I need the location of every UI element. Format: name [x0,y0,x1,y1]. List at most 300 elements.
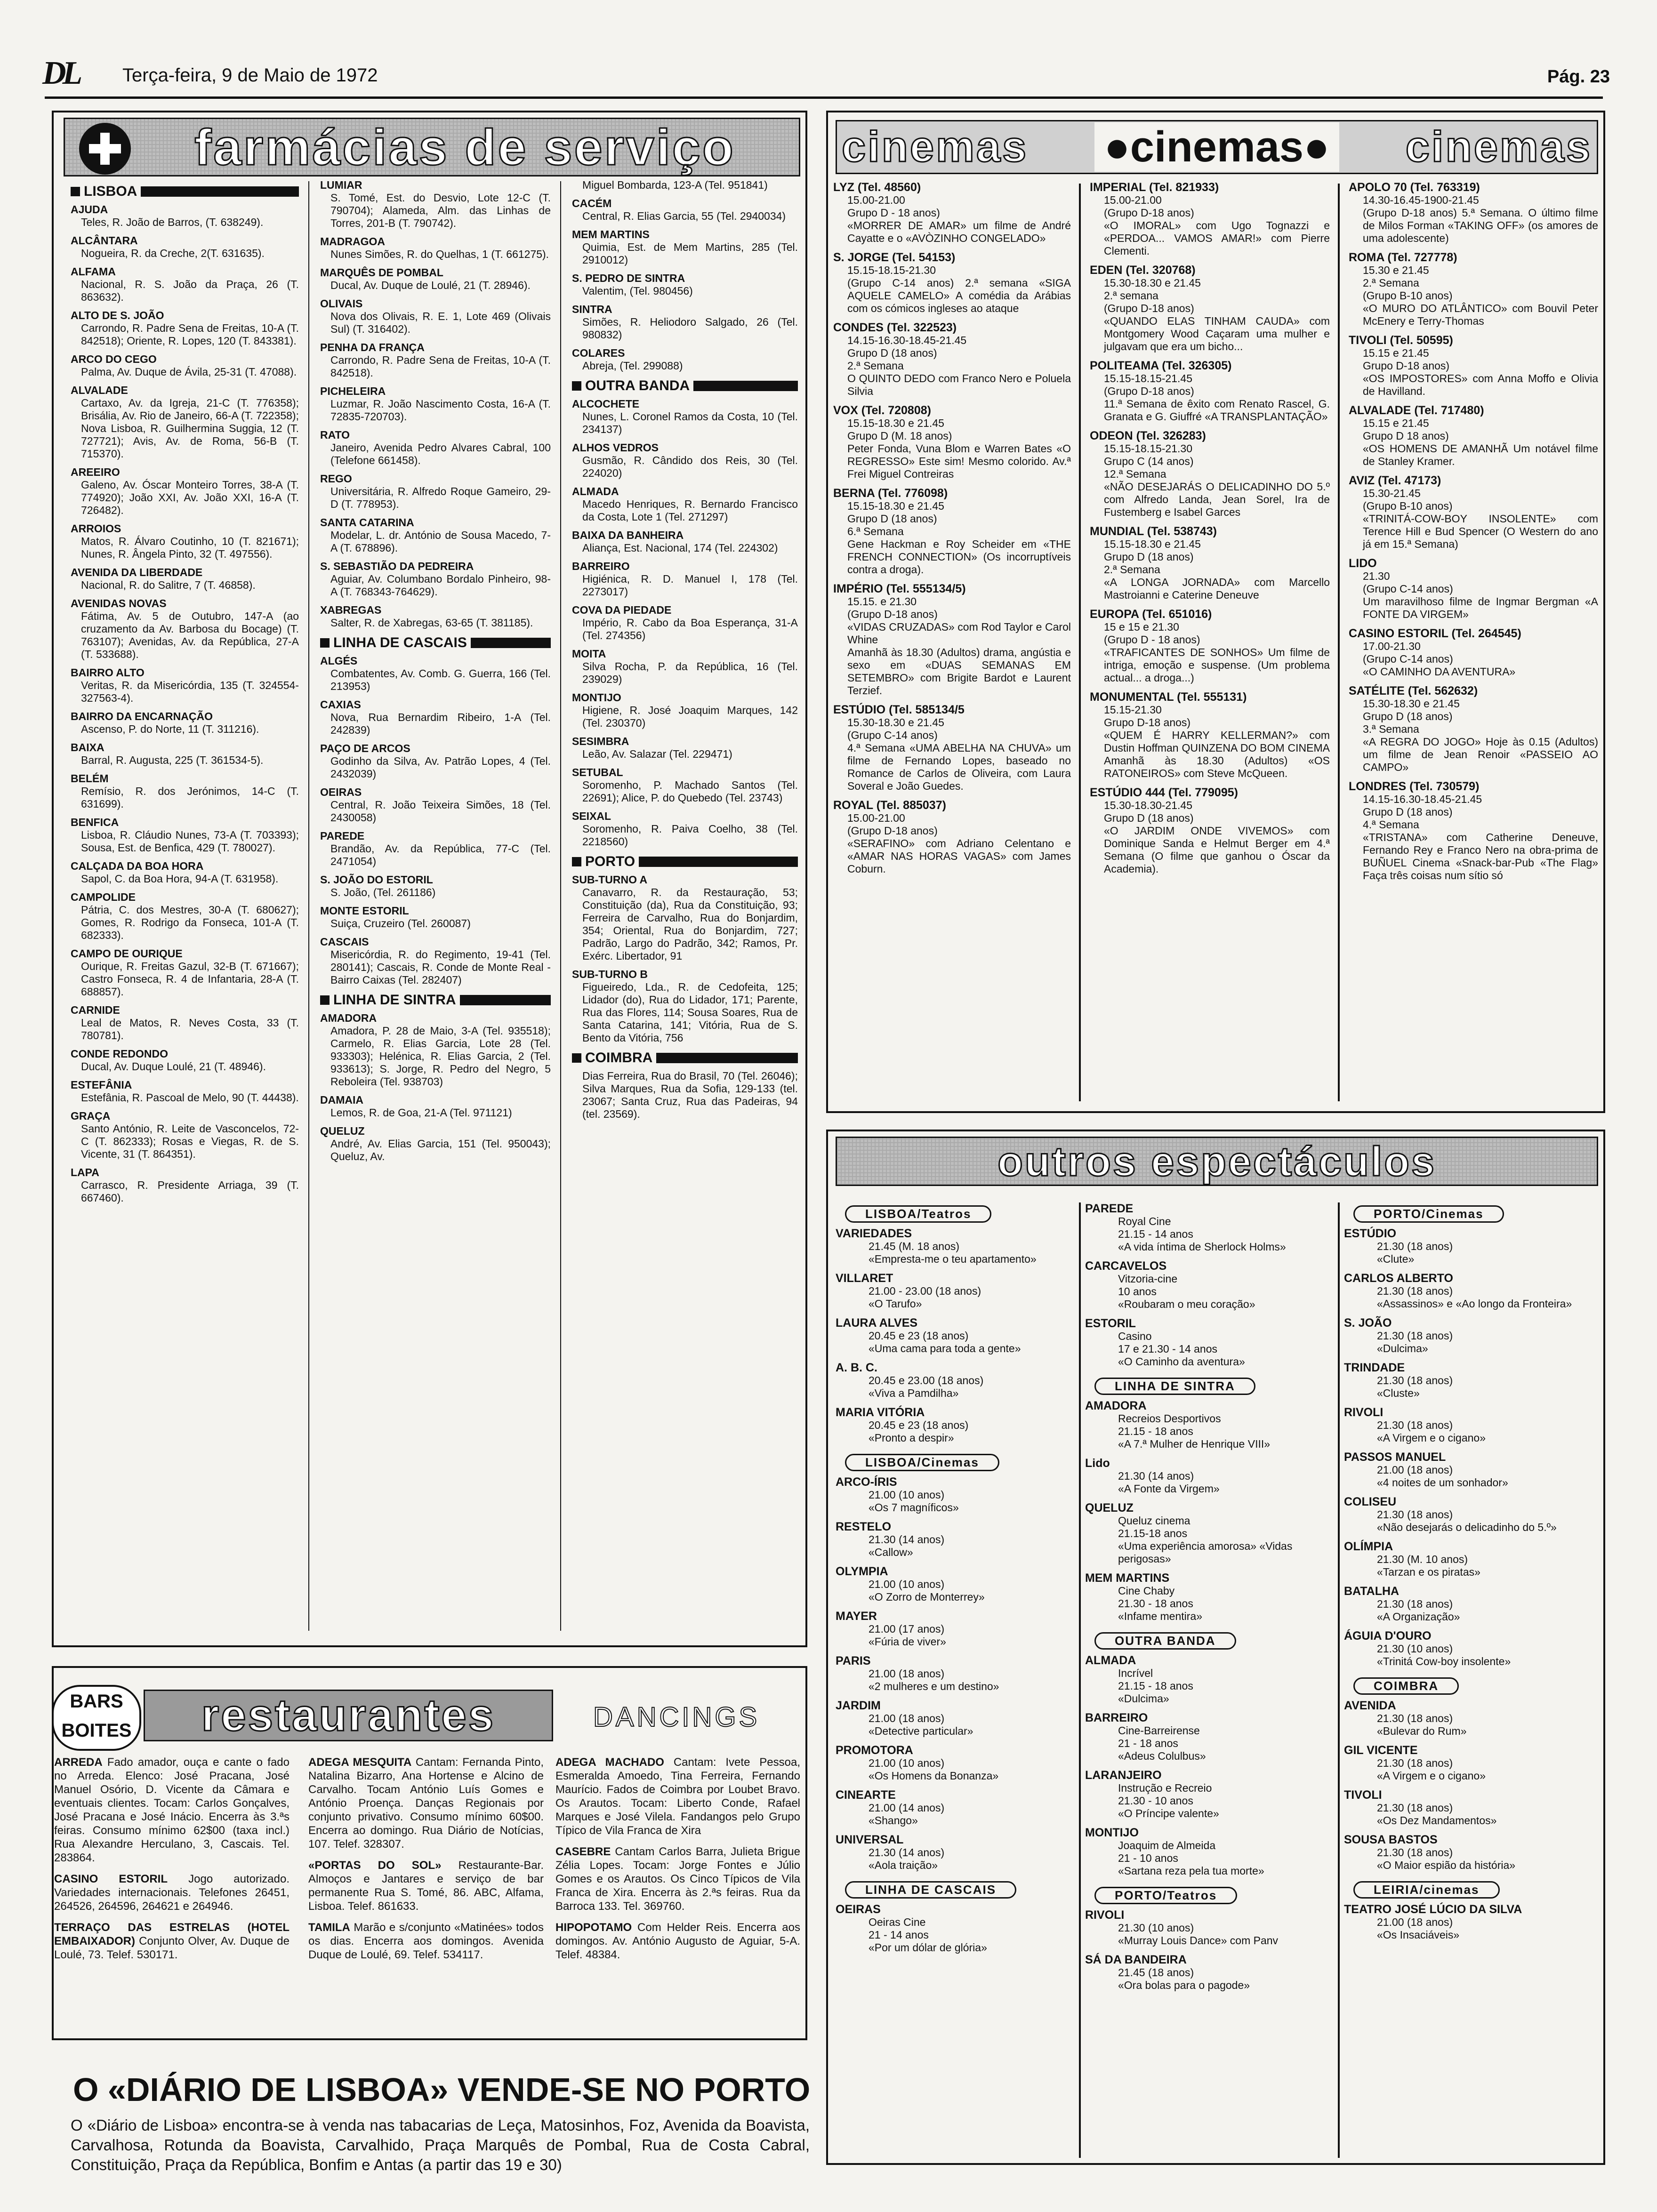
square-bullet-icon [71,187,80,196]
listing-text: 21.30 (18 anos) «Dulcima» [1377,1330,1453,1354]
listing-text: 21.00 (10 anos) «Os 7 magníficos» [869,1489,959,1514]
bars-boites-badge [52,1685,141,1751]
listing-name: XABREGAS [320,604,382,616]
newspaper-logo: DL [42,55,79,91]
listing-name: PICHELEIRA [320,385,386,397]
listing-name: BARREIRO [572,560,630,572]
listing-text: Ourique, R. Freitas Gazul, 32-B (T. 671667); Castro Fonseca, R. 4 de Infantaria, 28-A (T. 688857). [81,960,299,998]
restaurant-name: «PORTAS DO SOL» [308,1859,442,1872]
listing-text: 15.30-21.45 (Grupo B-10 anos) «TRINITÁ-COW-BOY INSOLENTE» com Terence Hill e Bud Spencer (O Western do ano já em 15.ª Semana) [1363,487,1598,550]
listing-item [320,560,551,598]
listing-item [71,1110,299,1161]
listing-item [71,522,299,561]
listing-name: QUELUZ [1085,1501,1134,1515]
listing-text: Império, R. Cabo da Boa Esperança, 31-A (Tel. 274356) [582,617,798,641]
section-heading-label: LISBOA [84,184,137,199]
listing-name: OEIRAS [836,1903,881,1916]
listing-text: Vitzoria-cine 10 anos «Roubaram o meu coração» [1118,1273,1255,1310]
listing-item [1090,786,1330,875]
listing-item [572,968,798,1044]
listing-text: Nova dos Olivais, R. E. 1, Lote 469 (Olivais Sul) (T. 316402). [330,310,551,335]
listing-text: Luzmar, R. João Nascimento Costa, 16-A (T. 72835-720703). [330,398,551,423]
listing-name: MEM MARTINS [1085,1571,1170,1585]
listing-name: PAREDE [1085,1202,1134,1215]
listing-text: Ducal, Av. Duque Loulé, 21 (T. 48946). [81,1060,266,1073]
listing-text: Soromenho, P. Machado Santos (Tel. 22691); Alice, P. do Quebedo (Tel. 23743) [582,779,798,804]
restaurantes-column-2 [308,1755,544,1969]
listing-name: RATO [320,429,350,441]
farmacias-column-3 [572,179,798,1638]
farmacias-title: farmácias de serviço [194,119,735,176]
listing-text: Gusmão, R. Cândido dos Reis, 30 (Tel. 224020) [582,454,798,479]
section-heading-label: PORTO [585,854,635,869]
listing-text: 15.15-18.15-21.30 (Grupo C-14 anos) 2.ª semana «SIGA AQUELE CAMELO» A comédia da Arábias com os cómicos ingleses ao ataque [847,264,1071,314]
listing-name: APOLO 70 (Tel. 763319) [1349,181,1480,194]
listing-name: SESIMBRA [572,735,629,747]
listing-text: Central, R. João Teixeira Simões, 18 (Tel. 2430058) [330,799,551,824]
cinemas-column-2 [1090,181,1330,1104]
listing-name: S. JOÃO [1344,1316,1392,1330]
listing-name: ROYAL (Tel. 885037) [833,799,946,812]
listing-item [1344,1699,1601,1738]
section-heading [320,992,551,1008]
listing-item [1090,691,1330,780]
listing-name: AREEIRO [71,466,120,478]
listing-text: Combatentes, Av. Comb. G. Guerra, 166 (Tel. 213953) [330,667,551,692]
cinemas-column-3 [1349,181,1598,1104]
column-rule [1338,1202,1340,2158]
section-heading [572,854,798,870]
listing-item [71,566,299,592]
restaurant-text: Fado amador, ouça e cante o fado no Arreda. Elenco: José Pracana, José Manuel Osório, D. Vicente da Câmara e eventuais clientes. Tocam: Carlos Gonçalves, José Pracana e José Inácio. Encerra às 3.ªs feiras. Consumo mínimo 62$00 (taxa incl.) Rua Alexandre Herculano, 3, Cascais. Tel. 283864. [54,1756,290,1864]
listing-text: 21.45 (18 anos) «Ora bolas para o pagode» [1118,1966,1250,1991]
listing-name: ALHOS VEDROS [572,441,659,454]
listing-text: Nova, Rua Bernardim Ribeiro, 1-A (Tel. 242839) [330,711,551,736]
listing-text: 21.30 (14 anos) «Callow» [869,1533,945,1558]
listing-text: Pátria, C. dos Mestres, 30-A (T. 680627); Gomes, R. Rodrigo da Fonseca, 101-A (T. 682333). [81,904,299,941]
listing-item [1344,1451,1601,1489]
listing-text: Higiene, R. José Joaquim Marques, 142 (Tel. 230370) [582,704,798,729]
listing-item [836,1476,1076,1514]
listing-item [1085,1954,1335,1992]
outros-column-2 [1085,1202,1335,2158]
listing-text: Palma, Av. Duque de Ávila, 25-31 (T. 47088). [81,366,297,378]
listing-text: Lemos, R. de Goa, 21-A (Tel. 971121) [330,1106,512,1119]
listing-text: 21.30 (18 anos) «O Maior espião da história» [1377,1846,1516,1871]
listing-text: 20.45 e 23 (18 anos) «Uma cama para toda a gente» [869,1330,1021,1354]
listing-item [572,648,798,686]
listing-item [71,741,299,767]
listing-name: CARCAVELOS [1085,1259,1167,1273]
listing-text: Queluz cinema 21.15-18 anos «Uma experiência amorosa» «Vidas perigosas» [1118,1515,1293,1565]
listing-text: 21.00 (17 anos) «Fúria de viver» [869,1623,946,1648]
listing-text: Figueiredo, Lda., R. de Cedofeita, 125; Lidador (do), Rua do Lidador, 171; Parente, Rua das Flores, 114; Sousa Soares, Rua de Santa Catarina, 141; Vitória, Rua de S. Bento da Vitória, 756 [582,981,798,1044]
listing-text: Sapol, C. da Boa Hora, 94-A (T. 631958). [81,873,279,885]
listing-text: S. João, (Tel. 261186) [330,886,436,898]
listing-name: ARROIOS [71,522,121,535]
listing-text: Suiça, Cruzeiro (Tel. 260087) [330,917,471,930]
listing-text: Dias Ferreira, Rua do Brasil, 70 (Tel. 26046); Silva Marques, Rua da Sofia, 129-133 (tel. 23067; Santa Cruz, Rua das Padeiras, 94 (tel. 23569). [582,1070,798,1120]
listing-text: Matos, R. Álvaro Coutinho, 10 (T. 821671); Nunes, R. Ângela Pinto, 32 (T. 497556). [81,535,299,560]
listing-item [572,441,798,480]
listing-item [1090,430,1330,519]
restaurant-text: Cantam Carlos Barra, Julieta Brigue Zélia Lopes. Tocam: Jorge Fontes e Júlio Gomes e os Arautos. Os Cinco Típicos de Vila Franca de Xira. Encerra às 2.ªs feiras. Rua da Barroca 133. Tel. 369760. [555,1845,800,1913]
category-pill: OUTRA BANDA [1094,1632,1236,1650]
restaurant-text: Jogo autorizado. Variedades internacionais. Telefones 26451, 264526, 264596, 264621 e 264946. [54,1873,290,1913]
restaurant-name: HIPOPOTAMO [555,1921,632,1934]
listing-name: SETUBAL [572,766,623,778]
restaurantes-column-1 [54,1755,290,1969]
restaurant-text: Cantam: Ivete Pessoa, Esmeralda Amoedo, Tina Ferreira, Fernando Maurício. Fados de Coimbra por Loubet Bravo. Os Arautos. Tocam: Liberto Conde, Rafael Marques e José Vilela. Fandangos pelo Grupo Típico de Vila Franca de Xira [555,1756,800,1837]
restaurant-entry [308,1921,544,1962]
listing-name: TIVOLI [1344,1788,1382,1802]
category-pill: LINHA DE CASCAIS [845,1881,1016,1899]
listing-text: 15 e 15 e 21.30 (Grupo D - 18 anos) «TRAFICANTES DE SONHOS» Um filme de intriga, emoção e suspense. (Um problema actual... a droga...) [1104,621,1330,684]
listing-item [71,816,299,854]
listing-item [1085,1260,1335,1311]
listing-text: Cartaxo, Av. da Igreja, 21-C (T. 776358); Brisália, Av. Rio de Janeiro, 66-A (T. 722358); Nova Lisboa, R. Guilhermina Suggia, 12 (T. 727721); Avis, Av. de Roma, 56-B (T. 715370). [81,397,299,460]
listing-text: 21.00 (18 anos) «Os Insaciáveis» [1377,1916,1460,1941]
listing-item [833,583,1071,697]
cinemas-title: ●cinemas● [1094,122,1339,172]
listing-name: COLISEU [1344,1495,1397,1508]
category-pill: LISBOA/Cinemas [845,1454,999,1471]
listing-item [320,297,551,336]
listing-item [836,1903,1076,1954]
listing-name: ALCÂNTARA [71,234,138,247]
listing-name: AVENIDAS NOVAS [71,597,167,609]
listing-name: CARNIDE [71,1004,120,1016]
listing-name: LONDRES (Tel. 730579) [1349,780,1480,793]
listing-name: ESTÚDIO [1344,1227,1397,1240]
restaurant-name: CASINO ESTORIL [54,1873,168,1885]
header-rule [45,96,1603,99]
listing-item [836,1317,1076,1355]
listing-text: Universitária, R. Alfredo Roque Gameiro, 29-D (T. 778953). [330,485,551,510]
listing-item [320,516,551,554]
listing-text: Aliança, Est. Nacional, 174 (Tel. 224302) [582,542,778,554]
listing-text: 21.00 (18 anos) «Detective particular» [869,1712,973,1737]
listing-text: Central, R. Elias Garcia, 55 (Tel. 2940034) [582,210,786,222]
listing-item [1090,264,1330,353]
listing-item [1349,251,1598,328]
listing-text: 15.15-18.30 e 21.45 Grupo D (18 anos) 6.ª Semana Gene Hackman e Roy Scheider em «THE FRENCH CONNECTION» (Os incorruptíveis contra a droga). [847,500,1071,576]
listing-text: Casino 17 e 21.30 - 14 anos «O Caminho da aventura» [1118,1330,1245,1368]
listing-name: COVA DA PIEDADE [572,604,672,616]
listing-name: TEATRO JOSÉ LÚCIO DA SILVA [1344,1903,1522,1916]
listing-text: Estefânia, R. Pascoal de Melo, 90 (T. 44438). [81,1091,299,1104]
restaurant-entry [308,1859,544,1913]
listing-item [320,742,551,780]
listing-item [833,487,1071,576]
listing-item [572,691,798,729]
listing-item [836,1406,1076,1444]
listing-name: OLÍMPIA [1344,1540,1393,1553]
listing-text: 21.00 (10 anos) «O Zorro de Monterrey» [869,1578,985,1603]
listing-name: LAPA [71,1166,99,1178]
category-pill: LISBOA/Teatros [845,1205,991,1223]
listing-item [71,891,299,942]
category-pill: PORTO/Cinemas [1353,1205,1504,1223]
listing-text: 15.00-21.00 (Grupo D-18 anos) «O IMORAL» com Ugo Tognazzi e «PERDOA... VAMOS AMAR!» com Pierre Clementi. [1104,194,1330,257]
restaurant-name: ADEGA MACHADO [555,1756,664,1769]
listing-item [1085,1712,1335,1763]
listing-item [1344,1630,1601,1668]
listing-name: LIDO [1349,557,1377,570]
listing-text: 15.15 e 21.45 Grupo D-18 anos) «OS IMPOSTORES» com Anna Moffo e Olivia de Havilland. [1363,347,1598,397]
listing-text: 15.00-21.00 (Grupo D-18 anos) «SERAFINO» com Adriano Celentano e «AMAR NAS HORAS VAGAS» com James Coburn. [847,812,1071,875]
restaurant-text: Conjunto Olver, Av. Duque de Loulé, 73. Telef. 530171. [54,1935,290,1961]
listing-name: POLITEAMA (Tel. 326305) [1090,359,1232,372]
restaurantes-banner [144,1690,553,1741]
restaurant-name: TAMILA [308,1921,350,1934]
square-bullet-icon [572,381,581,391]
listing-name: S. JORGE (Tel. 54153) [833,251,956,264]
listing-text: 21.30 (18 anos) «A Organização» [1377,1598,1460,1623]
porto-notice-body: O «Diário de Lisboa» encontra-se à venda nas tabacarias de Leça, Matosinhos, Foz, Avenida da Boavista, Carvalhosa, Rotunda da Boavista, Carvalhido, Praça Marquês de Pombal, Rua de Costa Cabral, Constituição, Praça da República, Bonfim e Antas (a partir das 19 e 30) [71,2116,810,2173]
cinemas-title-right: cinemas [1405,123,1592,171]
listing-name: CARLOS ALBERTO [1344,1272,1453,1285]
listing-item [572,529,798,554]
listing-text: 21.30 (14 anos) «A Fonte da Virgem» [1118,1470,1220,1495]
listing-item [1344,1903,1601,1941]
listing-item [836,1610,1076,1648]
listing-name: S. JOÃO DO ESTORIL [320,874,433,886]
listing-name: ALTO DE S. JOÃO [71,309,164,321]
listing-text: 15.15-18.15-21.30 Grupo C (14 anos) 12.ª Semana «NÃO DESEJARÁS O DELICADINHO DO 5.º com Alfredo Landa, Jean Sorel, Ira de Fustemberg e Isabel Garces [1104,442,1330,518]
listing-item [572,604,798,642]
listing-text: Simões, R. Heliodoro Salgado, 26 (Tel. 980832) [582,316,798,341]
listing-text: Galeno, Av. Óscar Monteiro Torres, 38-A (T. 774920); João XXI, Av. João XXI, 16-A (T. 726482). [81,479,299,516]
listing-text: Quimia, Est. de Mem Martins, 285 (Tel. 2910012) [582,241,798,266]
farmacias-banner [64,118,800,176]
listing-text: 21.30 (18 anos) «Assassinos» e «Ao longo da Fronteira» [1377,1285,1572,1310]
listing-name: AMADORA [320,1012,377,1024]
listing-name: CONDE REDONDO [71,1048,169,1060]
listing-item [320,429,551,467]
listing-item [1090,360,1330,423]
listing-name: SÁ DA BANDEIRA [1085,1953,1187,1966]
issue-date: Terça-feira, 9 de Maio de 1972 [122,65,378,86]
restaurant-name: TERRAÇO DAS ESTRELAS (HOTEL EMBAIXADOR) [54,1921,290,1948]
listing-item [833,704,1071,793]
listing-name: VARIEDADES [836,1227,912,1240]
cross-icon [79,123,131,175]
listing-name: MONTE ESTORIL [320,905,409,917]
section-heading-label: COIMBRA [585,1050,653,1066]
listing-text: Nunes, L. Coronel Ramos da Costa, 10 (Tel. 234137) [582,410,798,435]
listing-name: ESTÚDIO (Tel. 585134/5 [833,703,965,716]
listing-text: Higiénica, R. D. Manuel I, 178 (Tel. 2273017) [582,573,798,598]
listing-name: ARCO DO CEGO [71,353,157,365]
listing-text: Soromenho, R. Paiva Coelho, 38 (Tel. 2218560) [582,823,798,848]
column-rule [560,181,561,1631]
listing-item [1085,1202,1335,1253]
listing-item [71,203,299,229]
listing-item [1349,780,1598,882]
listing-item [1349,181,1598,245]
listing-item [572,485,798,523]
listing-item [833,181,1071,245]
section-heading [572,1050,798,1066]
listing-item [1349,685,1598,774]
listing-name: AVENIDA [1344,1699,1396,1712]
listing-name: RIVOLI [1085,1908,1125,1922]
listing-name: CAMPOLIDE [71,891,136,903]
listing-name: SUB-TURNO B [572,968,648,980]
listing-text: Incrível 21.15 - 18 anos «Dulcima» [1118,1667,1193,1705]
listing-name: S. SEBASTIÃO DA PEDREIRA [320,560,474,572]
listing-text: 15.00-21.00 Grupo D - 18 anos) «MORRER DE AMAR» um filme de André Cayatte e o «AVÒZINHO CONGELADO» [847,194,1071,244]
listing-item [833,799,1071,875]
listing-name: COLARES [572,347,625,359]
listing-item [1344,1585,1601,1623]
listing-text: 21.00 (14 anos) «Shango» [869,1802,945,1827]
listing-text: Ascenso, P. do Norte, 11 (T. 311216). [81,723,259,735]
listing-item [1085,1909,1335,1947]
listing-name: MEM MARTINS [572,228,650,240]
listing-item [1090,525,1330,601]
category-pill: COIMBRA [1353,1677,1459,1695]
listing-item [1085,1317,1335,1368]
listing-item [320,266,551,292]
listing-text: Fátima, Av. 5 de Outubro, 147-A (ao cruzamento da Av. Barbosa du Bocage) (T. 763107); Avenidas, Av. da República, 27-A (T. 533688). [81,610,299,660]
listing-name: SOUSA BASTOS [1344,1833,1438,1846]
listing-item [1090,181,1330,257]
listing-text: 15.30-18.30 e 21.45 2.ª semana (Grupo D-18 anos) «QUANDO ELAS TINHAM CAUDA» com Montgomery Wood Caçaram uma mulher e julgavam que era um bicho... [1104,277,1330,353]
listing-text: 21.00 (18 anos) «4 noites de um sonhador» [1377,1464,1508,1489]
listing-name: BATALHA [1344,1585,1400,1598]
restaurant-entry [54,1872,290,1913]
listing-text: 21.30 (14 anos) «Aola traição» [869,1846,945,1871]
section-heading-label: OUTRA BANDA [585,378,690,393]
listing-text: 15.15-18.30 e 21.45 Grupo D (M. 18 anos) Peter Fonda, Vuna Blom e Warren Bates «O REGRESSO» Este sim! Mesmo colorido. Av.ª Frei Miguel Contreiras [847,417,1071,480]
listing-text: Instrução e Recreio 21.30 - 10 anos «O Príncipe valente» [1118,1782,1219,1819]
listing-name: MONTIJO [572,691,621,704]
listing-item [320,698,551,737]
section-heading [320,635,551,651]
section-heading-label: LINHA DE SINTRA [333,992,456,1008]
listing-name: ESTÚDIO 444 (Tel. 779095) [1090,786,1238,799]
listing-name: GRAÇA [71,1110,111,1122]
listing-item [572,735,798,761]
listing-text: Modelar, L. dr. António de Sousa Macedo, 7-A (T. 678896). [330,529,551,554]
listing-item [1344,1496,1601,1534]
listing-item [572,303,798,341]
listing-text: 14.30-16.45-1900-21.45 (Grupo D-18 anos) 5.ª Semana. O último filme de Milos Forman «TAKING OFF» (os amores de uma adolescente) [1363,194,1598,244]
listing-item [320,179,551,230]
listing-name: ALFAMA [71,265,116,278]
listing-name: OLIVAIS [320,297,363,310]
restaurant-name: CASEBRE [555,1845,611,1858]
listing-name: LARANJEIRO [1085,1769,1162,1782]
listing-text: Ducal, Av. Duque de Loulé, 21 (T. 28946). [330,279,531,291]
listing-text: Oeiras Cine 21 - 14 anos «Por um dólar de glória» [869,1916,987,1954]
listing-item [1344,1744,1601,1782]
listing-item [1085,1457,1335,1495]
square-bullet-icon [320,638,330,648]
restaurant-text: Restaurante-Bar. Almoços e Jantares e serviço de bar permanente Rua S. Tomé, 86. ABC, Alfama, Lisboa. Telef. 861633. [308,1859,544,1913]
porto-notice-title: O «DIÁRIO DE LISBOA» VENDE-SE NO PORTO [73,2071,811,2108]
listing-item [320,1125,551,1163]
listing-name: SINTRA [572,303,612,315]
cinemas-title-left: cinemas [842,123,1029,171]
section-heading-label: LINHA DE CASCAIS [333,635,467,650]
heading-bar [639,857,798,867]
listing-name: OEIRAS [320,786,362,798]
listing-text: Canavarro, R. da Restauração, 53; Constituição (da), Rua da Constituição, 93; Ferreira de Carvalho, Rua do Bonjardim, 354; Oriental, Rua do Bonjardim, 727; Padrão, Largo do Padrão, 342; Ramos, Pr. Exérc. Libertador, 91 [582,886,798,962]
listing-name: A. B. C. [836,1361,877,1374]
listing-item [71,1079,299,1104]
listing-name: BARREIRO [1085,1711,1148,1724]
listing-text: 15.30-18.30-21.45 Grupo D (18 anos) «O JARDIM ONDE VIVEMOS» com Dominique Sanda e Helmut Berger em 4.ª Semana (O filme que ganhou o Óscar da Academia). [1104,799,1330,875]
listing-item [836,1521,1076,1559]
listing-item [1344,1317,1601,1355]
listing-item [836,1789,1076,1827]
listing-name: BAIRRO DA ENCARNAÇÃO [71,710,213,722]
restaurant-entry [54,1755,290,1865]
listing-name: SANTA CATARINA [320,516,414,529]
listing-item [1349,627,1598,678]
listing-item [836,1744,1076,1782]
listing-text: Teles, R. João de Barros, (T. 638249). [81,216,264,228]
listing-name: MADRAGOA [320,235,385,248]
listing-name: S. PEDRO DE SINTRA [572,272,685,284]
listing-item [1344,1789,1601,1827]
listing-name: ALVALADE [71,384,128,396]
listing-text: 15.15. e 21.30 (Grupo D-18 anos) «VIDAS CRUZADAS» com Rod Taylor e Carol Whine Amanhã às 18.30 (Adultos) drama, angústia e sexo em «DUAS SEMANAS EM SETEMBRO» com Brigite Bardot e Laurent Terzief. [847,595,1071,697]
listing-item [71,772,299,810]
listing-text: Misericórdia, R. do Regimento, 19-41 (Tel. 280141); Cascais, R. Conde de Monte Real - Bairro Caixas (Tel. 282407) [330,948,551,986]
listing-item [320,1012,551,1088]
listing-item [1085,1654,1335,1705]
listing-name: GIL VICENTE [1344,1744,1418,1757]
listing-text: Nacional, R. do Salitre, 7 (T. 46858). [81,579,256,591]
section-heading [71,184,299,200]
listing-text: 21.00 (10 anos) «Os Homens da Bonanza» [869,1757,999,1782]
listing-name: ÁGUIA D'OURO [1344,1629,1432,1643]
listing-text: Lisboa, R. Cláudio Nunes, 73-A (T. 703393); Sousa, Est. de Benfica, 429 (T. 780027). [81,829,299,854]
restaurant-text: Cantam: Fernanda Pinto, Natalina Bizarro, Ana Hortense e Alcino de Carvalho. Tocam António Luís Gomes e António Proença. Danças Regionais por conjunto privativo. Consumo mínimo 60$00. Encerra ao domingo. Rua Diário de Notícias, 107. Telef. 328307. [308,1756,544,1851]
listing-name: PAÇO DE ARCOS [320,742,410,754]
listing-name: PENHA DA FRANÇA [320,341,425,353]
page-number: Pág. 23 [1547,67,1610,87]
listing-item [572,347,798,372]
listing-name: MONUMENTAL (Tel. 555131) [1090,690,1247,704]
listing-text: Valentim, (Tel. 980456) [582,285,693,297]
listing-item [71,710,299,736]
listing-name: ALGÉS [320,655,358,667]
listing-text: Nunes Simões, R. do Quelhas, 1 (T. 661275). [330,248,549,260]
listing-name: VILLARET [836,1272,893,1285]
listing-name: ALMADA [572,485,619,497]
outros-banner [836,1137,1598,1186]
column-rule [308,181,309,1631]
listing-item [572,398,798,436]
listing-text: 21.30 (18 anos) «Não desejarás o delicadinho do 5.º» [1377,1508,1557,1533]
column-rule [1338,184,1340,1101]
listing-text: 14.15-16.30-18.45-21.45 Grupo D (18 anos) 2.ª Semana O QUINTO DEDO com Franco Nero e Poluela Silvia [847,334,1071,397]
listing-name: IMPÉRIO (Tel. 555134/5) [833,582,966,595]
listing-item [1085,1572,1335,1623]
listing-text: 21.30 (10 anos) «Trinitá Cow-boy insolente» [1377,1643,1511,1667]
listing-item [320,874,551,899]
listing-item [71,1004,299,1042]
listing-item [833,251,1071,315]
listing-item [1349,474,1598,551]
listing-name: CASCAIS [320,936,369,948]
dancings-label: DANCINGS [593,1702,760,1732]
